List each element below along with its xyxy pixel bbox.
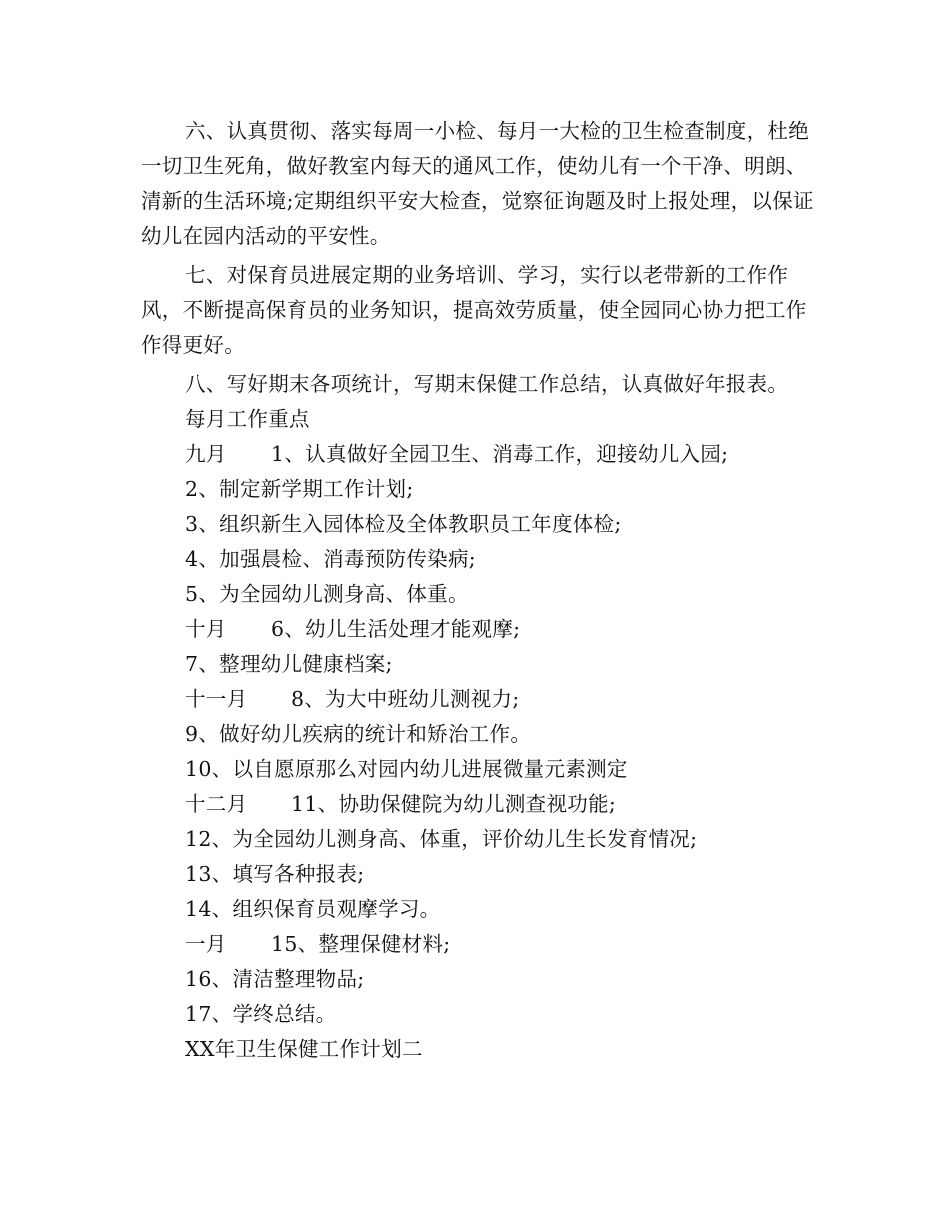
next-section-title: XX年卫生保健工作计划二 bbox=[185, 1037, 423, 1061]
task-line: 16、清洁整理物品; bbox=[185, 967, 365, 991]
task-line: 10、以自愿原那么对园内幼儿进展微量元素测定 bbox=[185, 757, 628, 781]
month-label-dec: 十二月 bbox=[185, 792, 248, 816]
task-text: 8、为大中班幼儿测视力; bbox=[291, 687, 520, 711]
task-line bbox=[185, 682, 520, 717]
task-line: 13、填写各种报表; bbox=[185, 862, 365, 886]
task-line: 2、制定新学期工作计划; bbox=[185, 477, 414, 501]
paragraph-eight: 八、写好期末各项统计，写期末保健工作总结，认真做好年报表。 bbox=[185, 372, 789, 396]
task-line bbox=[185, 927, 451, 962]
month-label-jan: 一月 bbox=[185, 932, 227, 956]
month-label-oct: 十月 bbox=[185, 617, 227, 641]
task-line bbox=[185, 612, 520, 647]
paragraph-seven: 七、对保育员进展定期的业务培训、学习，实行以老带新的工作作风，不断提高保育员的业务知识，提高效劳质量，使全园同心协力把工作作得更好。 bbox=[141, 263, 807, 357]
task-line bbox=[185, 437, 728, 472]
task-line: 4、加强晨检、消毒预防传染病; bbox=[185, 547, 476, 571]
month-label-nov: 十一月 bbox=[185, 687, 248, 711]
task-line: 3、组织新生入园体检及全体教职员工年度体检; bbox=[185, 512, 622, 536]
task-text: 11、协助保健院为幼儿测查视功能; bbox=[291, 792, 617, 816]
month-label-sep: 九月 bbox=[185, 442, 227, 466]
paragraph-six: 六、认真贯彻、落实每周一小检、每月一大检的卫生检查制度，杜绝一切卫生死角，做好教室内每天的通风工作，使幼儿有一个干净、明朗、清新的生活环境;定期组织平安大检查，觉察征询题及时上报处理，以保证幼儿在园内活动的平安性。 bbox=[141, 119, 814, 248]
task-text: 1、认真做好全园卫生、消毒工作，迎接幼儿入园; bbox=[271, 442, 729, 466]
task-line: 9、做好幼儿疾病的统计和矫治工作。 bbox=[185, 722, 532, 746]
task-text: 6、幼儿生活处理才能观摩; bbox=[271, 617, 521, 641]
monthly-heading: 每月工作重点 bbox=[185, 407, 310, 431]
task-line: 14、组织保育员观摩学习。 bbox=[185, 897, 441, 921]
task-text: 15、整理保健材料; bbox=[271, 932, 451, 956]
task-line: 7、整理幼儿健康档案; bbox=[185, 652, 393, 676]
task-line: 12、为全园幼儿测身高、体重，评价幼儿生长发育情况; bbox=[185, 827, 698, 851]
task-line: 5、为全园幼儿测身高、体重。 bbox=[185, 582, 469, 606]
task-line: 17、学终总结。 bbox=[185, 1002, 337, 1026]
task-line bbox=[185, 787, 616, 822]
